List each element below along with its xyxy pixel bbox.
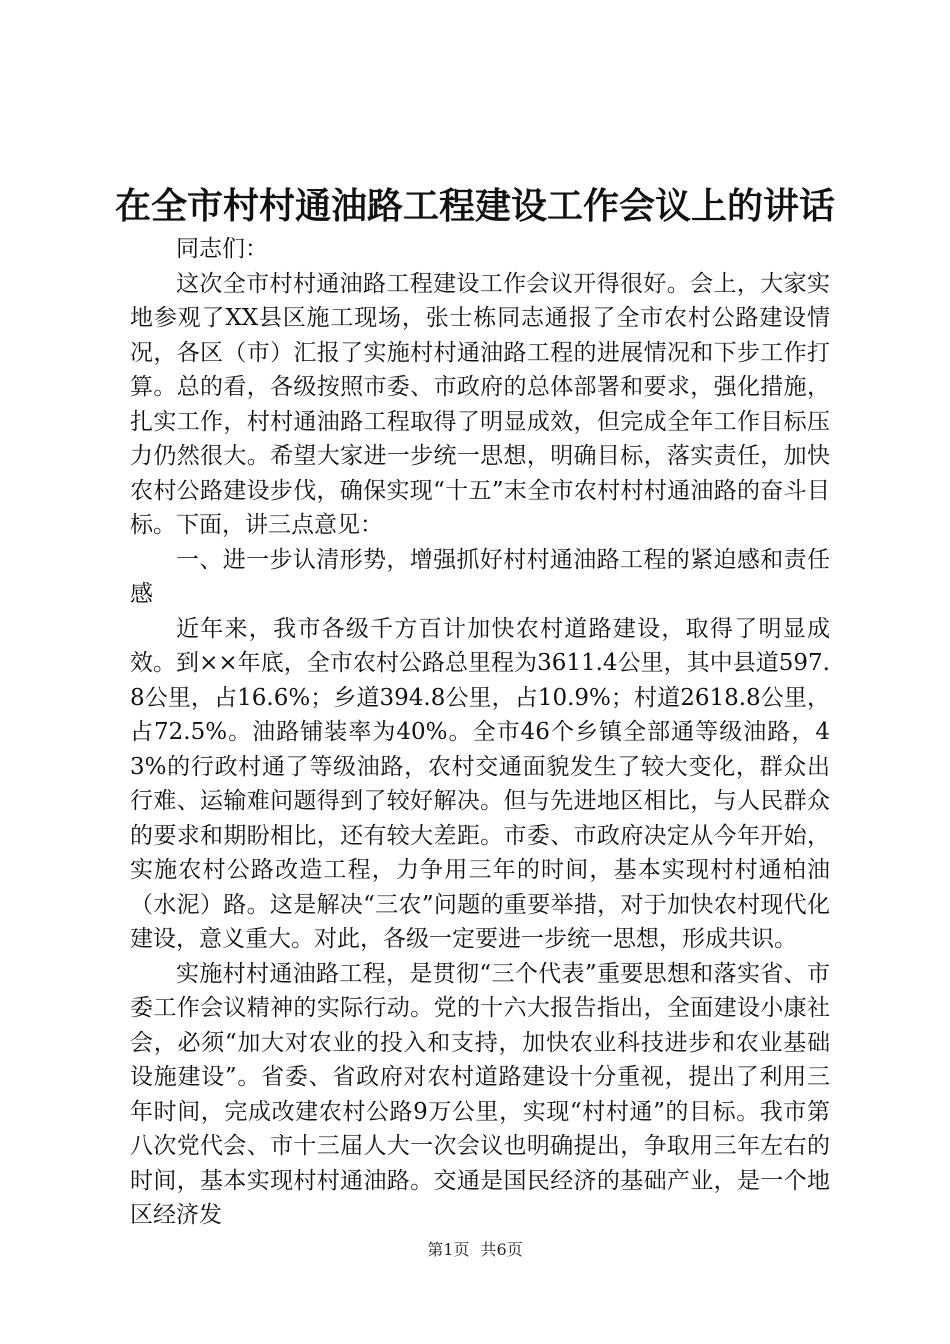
page-total: 共6页 <box>480 1240 523 1259</box>
document-title: 在全市村村通油路工程建设工作会议上的讲话 <box>114 185 835 227</box>
page-footer <box>0 1238 950 1262</box>
section-heading: 一、进一步认清形势，增强抓好村村通油路工程的紧迫感和责任感 <box>130 546 830 607</box>
document-body <box>130 232 830 1233</box>
paragraph: 实施村村通油路工程，是贯彻“三个代表”重要思想和落实省、市委工作会议精神的实际行动。党的十六大报告指出，全面建设小康社会，必须“加大对农业的投入和支持，加快农业科技进步和农业基础设施建设”。省委、省政府对农村道路建设十分重视，提出了利用三年时间，完成改建农村公路9万公里，实现“村村通”的目标。我市第八次党代会、市十三届人大一次会议也明确提出，争取用三年左右的时间，基本实现村村通油路。交通是国民经济的基础产业，是一个地区经济发 <box>130 960 830 1228</box>
page-number: 第1页 <box>427 1240 470 1259</box>
salutation: 同志们： <box>176 236 268 262</box>
paragraph: 这次全市村村通油路工程建设工作会议开得很好。会上，大家实地参观了XX县区施工现场，张士栋同志通报了全市农村公路建设情况，各区（市）汇报了实施村村通油路工程的进展情况和下步工作打算。总的看，各级按照市委、市政府的总体部署和要求，强化措施，扎实工作，村村通油路工程取得了明显成效，但完成全年工作目标压力仍然很大。希望大家进一步统一思想，明确目标，落实责任，加快农村公路建设步伐，确保实现“十五”末全市农村村村通油路的奋斗目标。下面，讲三点意见： <box>130 270 830 538</box>
paragraph: 近年来，我市各级千方百计加快农村道路建设，取得了明显成效。到××年底，全市农村公路总里程为3611.4公里，其中县道597.8公里，占16.6%；乡道394.8公里，占10.9%；村道2618.8公里，占72.5%。油路铺装率为40%。全市46个乡镇全部通等级油路，43%的行政村通了等级油路，农村交通面貌发生了较大变化，群众出行难、运输难问题得到了较好解决。但与先进地区相比，与人民群众的要求和期盼相比，还有较大差距。市委、市政府决定从今年开始，实施农村公路改造工程，力争用三年的时间，基本实现村村通柏油（水泥）路。这是解决“三农”问题的重要举措，对于加快农村现代化建设，意义重大。对此，各级一定要进一步统一思想，形成共识。 <box>130 615 830 952</box>
